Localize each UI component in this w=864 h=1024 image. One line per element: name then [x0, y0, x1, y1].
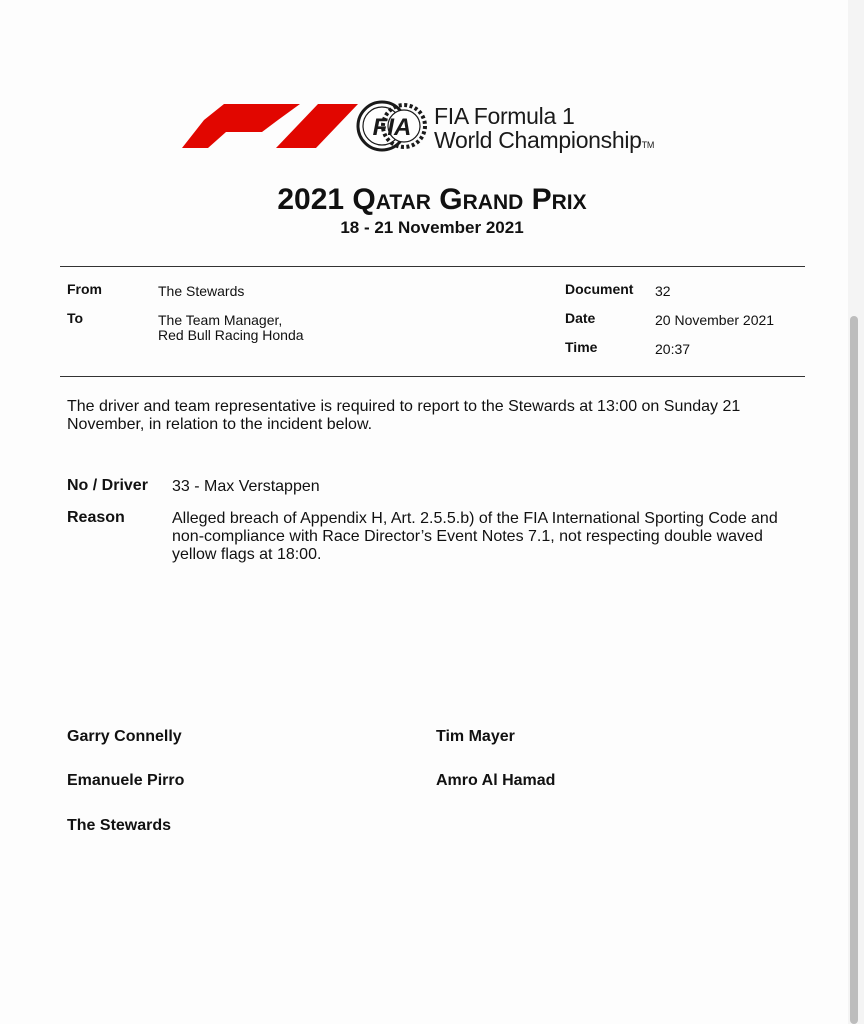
steward-name: Amro Al Hamad: [436, 772, 556, 789]
f1-mark-icon: [182, 100, 358, 152]
time-label: Time: [565, 339, 598, 355]
divider-bottom: [60, 376, 805, 377]
date-label: Date: [565, 310, 596, 326]
summons-text: The driver and team representative is required to report to the Stewards at 13:00 on Sunday 21 November, in relation to the incident below.: [67, 398, 741, 433]
from-label: From: [67, 281, 102, 297]
fia-badge-icon: [356, 100, 428, 152]
wordmark-line2: World Championship: [434, 127, 642, 153]
scrollbar[interactable]: [850, 316, 858, 1024]
divider-top: [60, 266, 805, 267]
driver-label: No / Driver: [67, 477, 148, 494]
reason-value: Alleged breach of Appendix H, Art. 2.5.5.b) of the FIA International Sporting Code and non-compliance with Race Director’s Event Notes 7.1, not respecting double waved yellow flags at 18:00.: [172, 510, 778, 563]
document-label: Document: [565, 281, 634, 297]
date-value: 20 November 2021: [655, 312, 775, 328]
closing-signature: The Stewards: [67, 817, 172, 834]
steward-name: Garry Connelly: [67, 728, 182, 745]
svg-text:FIA: FIA: [372, 114, 412, 141]
f1-logo: [182, 100, 702, 156]
driver-value: 33 - Max Verstappen: [172, 478, 320, 495]
page-title: 2021 Qatar Grand Prix: [277, 183, 587, 216]
steward-name: Emanuele Pirro: [67, 772, 185, 789]
to-value-line1: The Team Manager,: [158, 312, 283, 328]
time-value: 20:37: [655, 341, 691, 357]
to-value-line2: Red Bull Racing Honda: [158, 327, 304, 343]
wordmark-line1: FIA Formula 1: [434, 103, 575, 129]
fia-wordmark: [434, 104, 654, 157]
from-value: The Stewards: [158, 283, 245, 299]
to-label: To: [67, 310, 84, 326]
reason-label: Reason: [67, 509, 125, 526]
document-value: 32: [655, 283, 671, 299]
event-dates: 18 - 21 November 2021: [340, 218, 524, 237]
steward-name: Tim Mayer: [436, 728, 515, 745]
trademark: TM: [641, 140, 655, 150]
